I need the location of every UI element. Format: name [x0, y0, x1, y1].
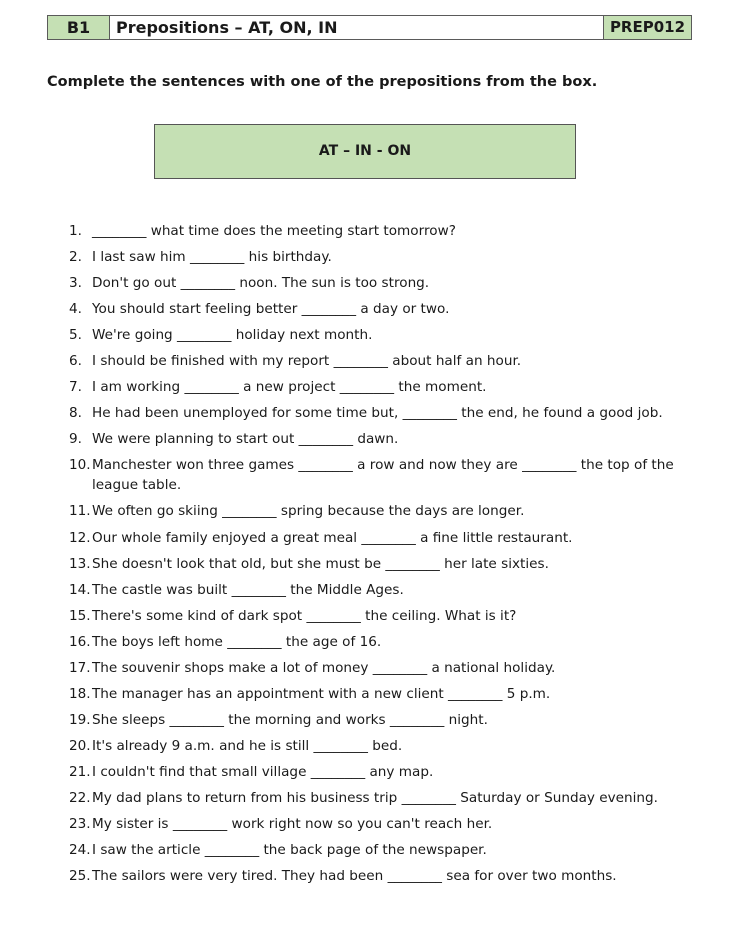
sentence-number: 25.: [69, 868, 91, 885]
sentence-item: [69, 325, 684, 345]
sentence-text: I should be finished with my report ________ about half an hour.: [92, 353, 522, 370]
sentence-number: 9.: [69, 431, 82, 448]
sentence-item: [69, 866, 684, 886]
sentence-item: [69, 501, 684, 521]
sentence-text: We're going ________ holiday next month.: [92, 327, 373, 344]
sentence-text: I couldn't find that small village ________ any map.: [92, 763, 434, 780]
sentence-number: 12.: [69, 529, 91, 546]
sentence-text: ________ what time does the meeting start tomorrow?: [92, 223, 456, 239]
level-label: B1: [48, 16, 110, 39]
sentence-number: 16.: [69, 633, 91, 650]
sentence-item: [69, 403, 684, 423]
sentence-number: 10.: [69, 457, 91, 474]
sentence-text: My dad plans to return from his business trip ________ Saturday or Sunday evening.: [92, 789, 658, 806]
sentence-item: [69, 247, 684, 267]
sentence-item: [69, 788, 684, 808]
sentence-number: 8.: [69, 405, 82, 422]
sentence-text: There's some kind of dark spot ________ the ceiling. What is it?: [92, 607, 517, 624]
sentence-text: Our whole family enjoyed a great meal ________ a fine little restaurant.: [92, 529, 573, 546]
sentence-number: 15.: [69, 607, 91, 624]
sentence-item: [69, 554, 684, 574]
sentence-text: We were planning to start out ________ dawn.: [92, 431, 399, 448]
sentence-number: 14.: [69, 581, 91, 598]
sentence-number: 3.: [69, 275, 82, 292]
sentence-item: [69, 658, 684, 678]
sentence-text: Don't go out ________ noon. The sun is too strong.: [92, 275, 430, 292]
sentence-item: [69, 221, 684, 241]
sentence-text: It's already 9 a.m. and he is still ________ bed.: [92, 737, 403, 754]
sentence-number: 2.: [69, 249, 82, 266]
sentence-number: 23.: [69, 816, 91, 833]
sentence-number: 22.: [69, 789, 91, 806]
sentence-text: Manchester won three games ________ a row and now they are ________ the top of the league table.: [92, 457, 674, 494]
sentence-item: [69, 429, 684, 449]
sentence-item: [69, 762, 684, 782]
sentence-item: [69, 455, 684, 495]
sentence-text: She sleeps ________ the morning and works ________ night.: [92, 711, 488, 728]
sentence-text: The castle was built ________ the Middle Ages.: [92, 581, 404, 598]
worksheet-header: [47, 15, 692, 40]
sentence-text: He had been unemployed for some time but, ________ the end, he found a good job.: [92, 405, 663, 422]
worksheet-title: Prepositions – AT, ON, IN: [116, 18, 338, 37]
sentence-number: 19.: [69, 711, 91, 728]
sentence-text: The souvenir shops make a lot of money ________ a national holiday.: [92, 659, 556, 676]
sentence-number: 11.: [69, 503, 91, 520]
sentence-text: She doesn't look that old, but she must be ________ her late sixties.: [92, 555, 549, 572]
sentence-text: You should start feeling better ________ a day or two.: [92, 301, 450, 318]
sentence-number: 5.: [69, 327, 82, 344]
sentence-item: [69, 273, 684, 293]
sentence-text: I am working ________ a new project ________ the moment.: [92, 379, 487, 396]
sentence-text: I last saw him ________ his birthday.: [92, 249, 332, 266]
sentence-text: The boys left home ________ the age of 16.: [92, 633, 382, 650]
sentence-list: [69, 221, 684, 892]
sentence-number: 7.: [69, 379, 82, 396]
worksheet-code: PREP012: [603, 16, 691, 39]
sentence-item: [69, 377, 684, 397]
sentence-number: 21.: [69, 763, 91, 780]
sentence-text: The manager has an appointment with a new client ________ 5 p.m.: [92, 685, 551, 702]
sentence-item: [69, 580, 684, 600]
sentence-item: [69, 840, 684, 860]
sentence-text: We often go skiing ________ spring because the days are longer.: [92, 503, 525, 520]
sentence-item: [69, 351, 684, 371]
sentence-number: 18.: [69, 685, 91, 702]
sentence-item: [69, 632, 684, 652]
sentence-item: [69, 528, 684, 548]
sentence-item: [69, 814, 684, 834]
sentence-number: 13.: [69, 555, 91, 572]
preposition-box: AT – IN - ON: [154, 124, 576, 179]
sentence-item: [69, 606, 684, 626]
sentence-item: [69, 299, 684, 319]
sentence-number: 20.: [69, 737, 91, 754]
instruction-text: Complete the sentences with one of the prepositions from the box.: [47, 74, 598, 90]
sentence-number: 24.: [69, 842, 91, 859]
sentence-item: [69, 710, 684, 730]
sentence-item: [69, 736, 684, 756]
sentence-number: 1.: [69, 223, 82, 239]
sentence-text: The sailors were very tired. They had been ________ sea for over two months.: [92, 868, 617, 885]
sentence-text: I saw the article ________ the back page of the newspaper.: [92, 842, 487, 859]
sentence-text: My sister is ________ work right now so you can't reach her.: [92, 816, 493, 833]
sentence-item: [69, 684, 684, 704]
sentence-number: 4.: [69, 301, 82, 318]
sentence-number: 17.: [69, 659, 91, 676]
sentence-number: 6.: [69, 353, 82, 370]
